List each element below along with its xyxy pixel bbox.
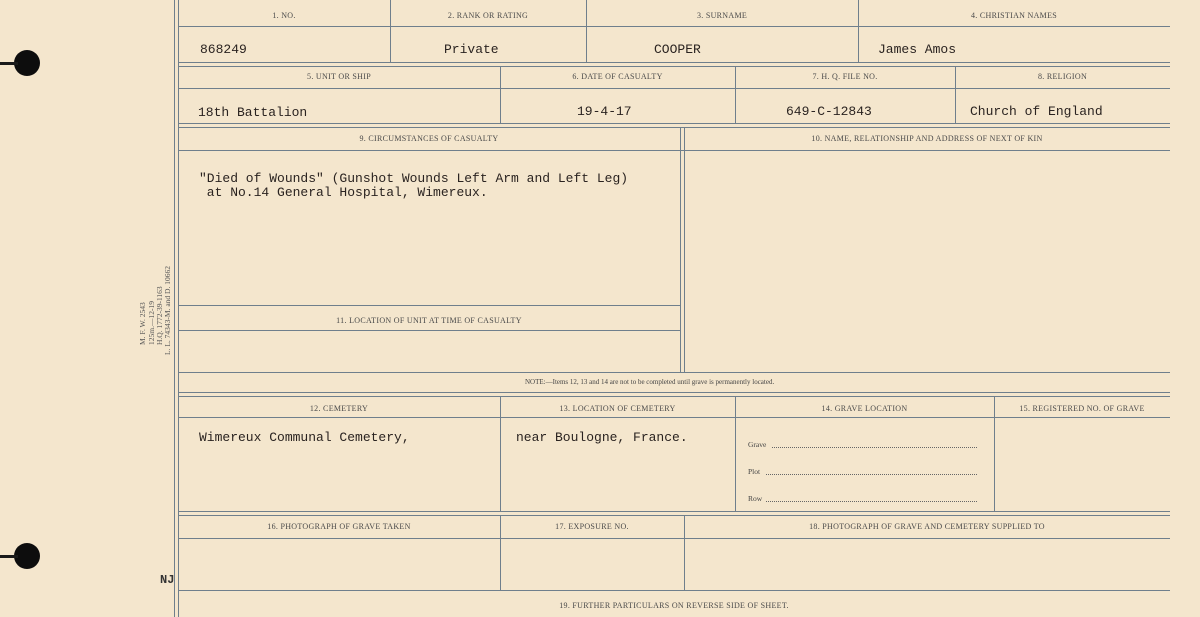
label-rank: 2. RANK OR RATING: [447, 11, 529, 20]
col-rule: [684, 127, 685, 372]
rule-r4-top: [178, 392, 1170, 397]
rule-r4-label: [178, 417, 1170, 418]
label-no: 1. NO.: [272, 11, 296, 20]
plot-label: Plot: [748, 467, 761, 476]
col-rule: [500, 396, 501, 511]
grave-label: Grave: [748, 440, 767, 449]
label-photo-supplied: 18. PHOTOGRAPH OF GRAVE AND CEMETERY SUPPLIED TO: [809, 522, 1045, 531]
rule-r11-top: [178, 305, 680, 306]
col-rule: [390, 0, 391, 62]
label-location-unit: 11. LOCATION OF UNIT AT TIME OF CASUALTY: [336, 316, 522, 325]
value-no: 868249: [200, 42, 247, 57]
corner-mark: NJ: [160, 573, 175, 587]
value-circumstances-line2: at No.14 General Hospital, Wimereux.: [199, 185, 488, 200]
row-dots: [766, 501, 977, 502]
notch-top: [0, 62, 18, 65]
rule-r1-label: [178, 26, 1170, 27]
label-photo-taken: 16. PHOTOGRAPH OF GRAVE TAKEN: [267, 522, 411, 531]
col-rule: [735, 396, 736, 511]
rule-r2-label: [178, 88, 1170, 89]
label-grave-location: 14. GRAVE LOCATION: [821, 404, 908, 413]
label-unit: 5. UNIT OR SHIP: [307, 72, 371, 81]
rule-r2-bottom: [178, 123, 1170, 128]
value-unit: 18th Battalion: [198, 105, 308, 120]
grave-dots: [772, 447, 977, 448]
side-print-2: 125m.—12-19: [147, 301, 156, 345]
label-circumstances: 9. CIRCUMSTANCES OF CASUALTY: [359, 134, 499, 143]
label-registered-no: 15. REGISTERED NO. OF GRAVE: [1019, 404, 1145, 413]
margin-rule: [174, 0, 175, 617]
notch-bottom: [0, 555, 18, 558]
rule-r5-top: [178, 511, 1170, 516]
label-exposure: 17. EXPOSURE NO.: [555, 522, 629, 531]
value-file-no: 649-C-12843: [786, 104, 872, 119]
col-rule: [858, 0, 859, 62]
value-religion: Church of England: [970, 104, 1103, 119]
value-christian-names: James Amos: [878, 42, 957, 57]
label-next-of-kin: 10. NAME, RELATIONSHIP AND ADDRESS OF NEXT OF KIN: [811, 134, 1043, 143]
rule-r11-label: [178, 330, 680, 331]
side-print-3: H.Q. 1772-39-1163: [155, 286, 164, 345]
rule-r5-bottom: [178, 590, 1170, 591]
rule-r5-label: [178, 538, 1170, 539]
side-print-4: L. L. 74343-M. and D. 10662: [163, 266, 172, 355]
label-christian-names: 4. CHRISTIAN NAMES: [970, 11, 1058, 20]
label-further: 19. FURTHER PARTICULARS ON REVERSE SIDE OF SHEET.: [559, 601, 789, 610]
side-print-1: M. F. W. 2543: [138, 302, 147, 345]
rule-r3-bottom: [178, 372, 1170, 373]
value-rank: Private: [444, 42, 499, 57]
label-date: 6. DATE OF CASUALTY: [572, 72, 663, 81]
rule-r1-bottom: [178, 62, 1170, 67]
value-surname: COOPER: [654, 42, 701, 57]
label-cemetery-location: 13. LOCATION OF CEMETERY: [559, 404, 676, 413]
label-religion: 8. RELIGION: [1037, 72, 1088, 81]
value-date: 19-4-17: [577, 104, 632, 119]
label-file-no: 7. H. Q. FILE NO.: [812, 72, 878, 81]
col-rule: [680, 127, 681, 372]
col-rule: [994, 396, 995, 511]
value-circumstances-line1: "Died of Wounds" (Gunshot Wounds Left Arm and Left Leg): [199, 171, 629, 186]
label-surname: 3. SURNAME: [696, 11, 748, 20]
col-rule: [586, 0, 587, 62]
plot-dots: [766, 474, 977, 475]
value-cemetery-location: near Boulogne, France.: [516, 430, 688, 445]
rule-r3-label: [178, 150, 1170, 151]
row-label: Row: [748, 494, 763, 503]
note-text: NOTE:—Items 12, 13 and 14 are not to be completed until grave is permanently located.: [525, 378, 775, 386]
value-cemetery: Wimereux Communal Cemetery,: [199, 430, 410, 445]
label-cemetery: 12. CEMETERY: [309, 404, 369, 413]
